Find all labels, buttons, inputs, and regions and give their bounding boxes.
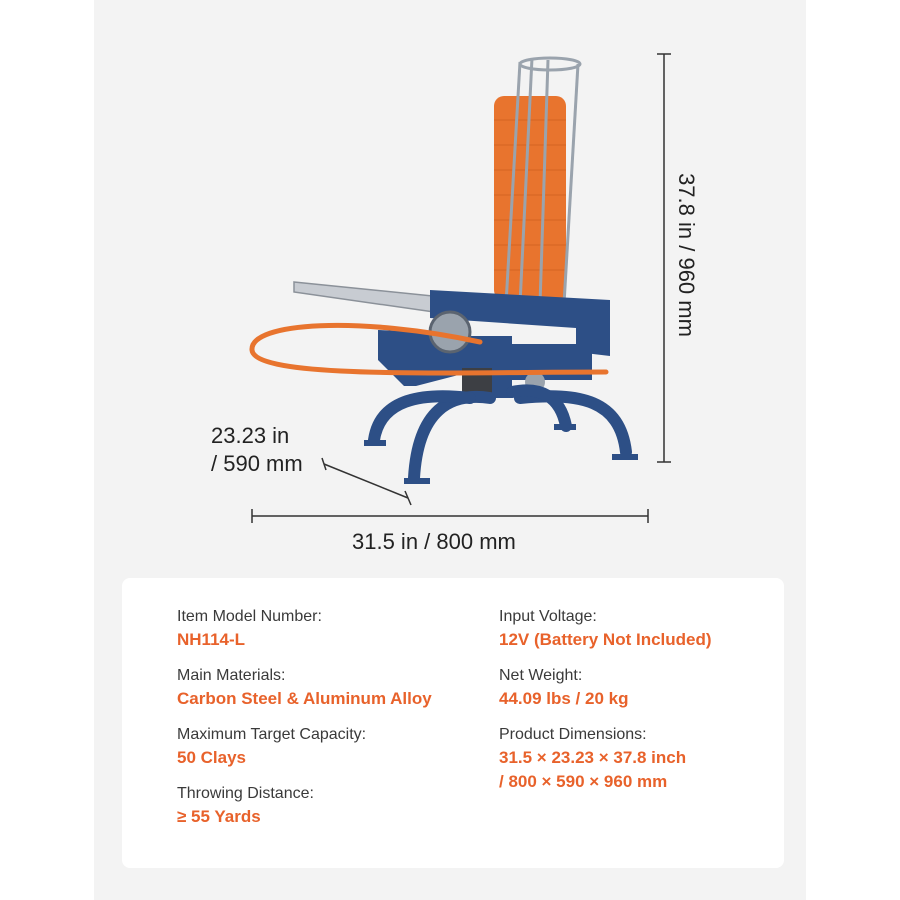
spec-label: Item Model Number: — [177, 608, 322, 625]
depth-dimension-inches: 23.23 in — [211, 423, 290, 448]
specs-left-column — [177, 606, 432, 842]
spec-label: Throwing Distance: — [177, 785, 314, 802]
depth-dimension-line — [324, 464, 408, 498]
specs-right-column — [499, 606, 712, 807]
spec-value: NH114-L — [177, 630, 246, 649]
spec-label: Product Dimensions: — [499, 726, 647, 743]
spec-label: Maximum Target Capacity: — [177, 726, 367, 743]
spec-value: 12V (Battery Not Included) — [499, 630, 712, 649]
spec-value: / 800 × 590 × 960 mm — [499, 772, 668, 791]
spec-label: Main Materials: — [177, 667, 286, 684]
spec-item-materials — [177, 665, 432, 711]
leg-feet — [364, 424, 638, 484]
spec-label: Net Weight: — [499, 667, 583, 684]
height-dimension-label: 37.8 in / 960 mm — [674, 173, 699, 337]
spec-item-model — [177, 606, 432, 652]
spec-value: 44.09 lbs / 20 kg — [499, 689, 629, 708]
spec-item-dimensions — [499, 724, 712, 794]
spec-value: 50 Clays — [177, 748, 246, 767]
spec-item-capacity — [177, 724, 432, 770]
depth-dimension-label — [211, 422, 303, 478]
spec-value: 31.5 × 23.23 × 37.8 inch — [499, 748, 687, 767]
spec-item-voltage — [499, 606, 712, 652]
spec-value: Carbon Steel & Aluminum Alloy — [177, 689, 432, 708]
spec-label: Input Voltage: — [499, 608, 597, 625]
depth-dimension-mm: / 590 mm — [211, 451, 303, 476]
spec-item-distance — [177, 783, 432, 829]
specifications-card — [122, 578, 784, 868]
base-legs — [374, 390, 626, 478]
spec-item-weight — [499, 665, 712, 711]
spec-value: ≥ 55 Yards — [177, 807, 261, 826]
width-dimension-label: 31.5 in / 800 mm — [352, 529, 516, 554]
clay-magazine — [494, 58, 580, 304]
